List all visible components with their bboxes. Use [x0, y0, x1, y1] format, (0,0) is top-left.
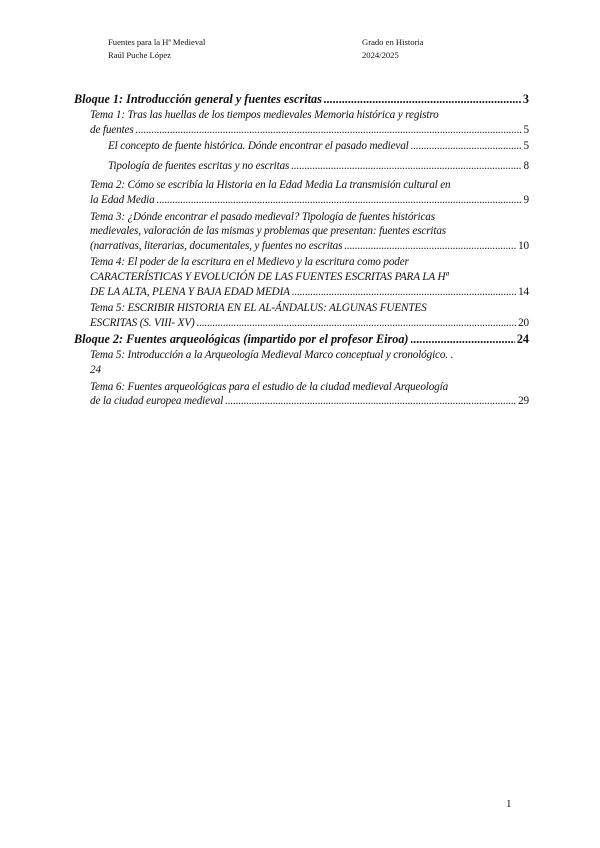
toc-entry-title-cont: medievales, valoración de las mismas y problemas que presentan: fuentes escritas	[90, 225, 446, 238]
toc-entry-title-cont: de fuentes	[90, 123, 134, 136]
dot-leader	[157, 193, 522, 208]
toc-page-number: 24	[516, 332, 529, 347]
toc-block-2[interactable]	[74, 332, 529, 347]
header-course: Fuentes para la Hª Medieval	[108, 37, 206, 47]
toc-tema-1[interactable]	[74, 108, 529, 137]
page-header	[108, 36, 468, 62]
toc-tema-2[interactable]	[74, 178, 529, 207]
toc-entry-title: Tema 2: Cómo se escribía la Historia en la Edad Media La transmisión cultural en	[90, 179, 451, 192]
dot-leader	[136, 123, 522, 138]
dot-leader	[225, 394, 516, 409]
toc-entry-title: Tema 4: El poder de la escritura en el Medievo y la escritura como poder	[90, 256, 409, 269]
toc-page-number: 24	[90, 363, 101, 376]
toc-block-1[interactable]	[74, 92, 529, 107]
header-year: 2024/2025	[362, 50, 399, 60]
toc-entry-title: Tema 5: ESCRIBIR HISTORIA EN EL AL-ÁNDALUS: ALGUNAS FUENTES	[90, 302, 427, 315]
dot-leader	[344, 239, 516, 254]
toc-sub-concepto-fuente[interactable]	[74, 139, 529, 154]
toc-page-number: 10	[518, 239, 529, 252]
toc-entry-title: Tema 6: Fuentes arqueológicas para el estudio de la ciudad medieval Arqueología	[90, 380, 449, 393]
toc-entry-title: El concepto de fuente histórica. Dónde encontrar el pasado medieval	[108, 140, 409, 153]
toc-entry-title: Tipología de fuentes escritas y no escritas	[108, 159, 290, 172]
dot-leader	[324, 92, 521, 107]
dot-leader	[411, 139, 522, 154]
toc-entry-title-cont: ESCRITAS (S. VIII- XV)	[90, 316, 195, 329]
toc-entry-title: Tema 5: Introducción a la Arqueología Medieval Marco conceptual y cronológico	[90, 349, 446, 362]
toc-page-number: 8	[523, 159, 529, 172]
toc-tema-4[interactable]	[74, 255, 529, 299]
dot-leader: . .	[445, 349, 454, 362]
toc-page-number: 3	[522, 92, 529, 106]
toc-entry-title: Bloque 2: Fuentes arqueológicas (impartido por el profesor Eiroa)	[74, 332, 409, 347]
toc-tema-6[interactable]	[74, 380, 529, 409]
toc-entry-title-cont: DE LA ALTA, PLENA Y BAJA EDAD MEDIA	[90, 285, 290, 298]
dot-leader	[292, 285, 516, 300]
toc-page-number: 5	[523, 140, 529, 153]
toc-page-number: 29	[518, 395, 529, 408]
toc-entry-title-cont: (narrativas, literarias, documentales, y fuentes no escritas	[90, 239, 343, 252]
toc-page-number: 20	[518, 316, 529, 329]
toc-entry-title: Tema 1: Tras las huellas de los tiempos medievales Memoria histórica y registro	[90, 109, 439, 121]
header-degree: Grado en Historia	[362, 37, 424, 47]
toc-page-number: 5	[523, 123, 529, 136]
toc-entry-title: Bloque 1: Introducción general y fuentes escritas	[74, 92, 322, 106]
dot-leader	[411, 332, 515, 347]
toc-page-number: 9	[523, 193, 529, 206]
dot-leader	[197, 316, 517, 331]
header-author: Raúl Puche López	[108, 50, 172, 60]
toc-entry-title-cont: de la ciudad europea medieval	[90, 395, 224, 408]
dot-leader	[291, 159, 521, 174]
table-of-contents	[74, 92, 529, 411]
toc-entry-title-cont: CARACTERÍSTICAS Y EVOLUCIÓN DE LAS FUENTES ESCRITAS PARA LA Hª	[90, 270, 449, 283]
toc-tema-5-arqueologia[interactable]	[74, 348, 529, 377]
toc-sub-tipologia[interactable]	[74, 159, 529, 174]
toc-tema-3[interactable]	[74, 210, 529, 254]
toc-entry-title-cont: la Edad Media	[90, 193, 155, 206]
page-number: 1	[506, 798, 512, 810]
toc-page-number: 14	[518, 285, 529, 298]
toc-entry-title: Tema 3: ¿Dónde encontrar el pasado medieval? Tipología de fuentes históricas	[90, 210, 435, 223]
toc-tema-5-alandalus[interactable]	[74, 301, 529, 330]
